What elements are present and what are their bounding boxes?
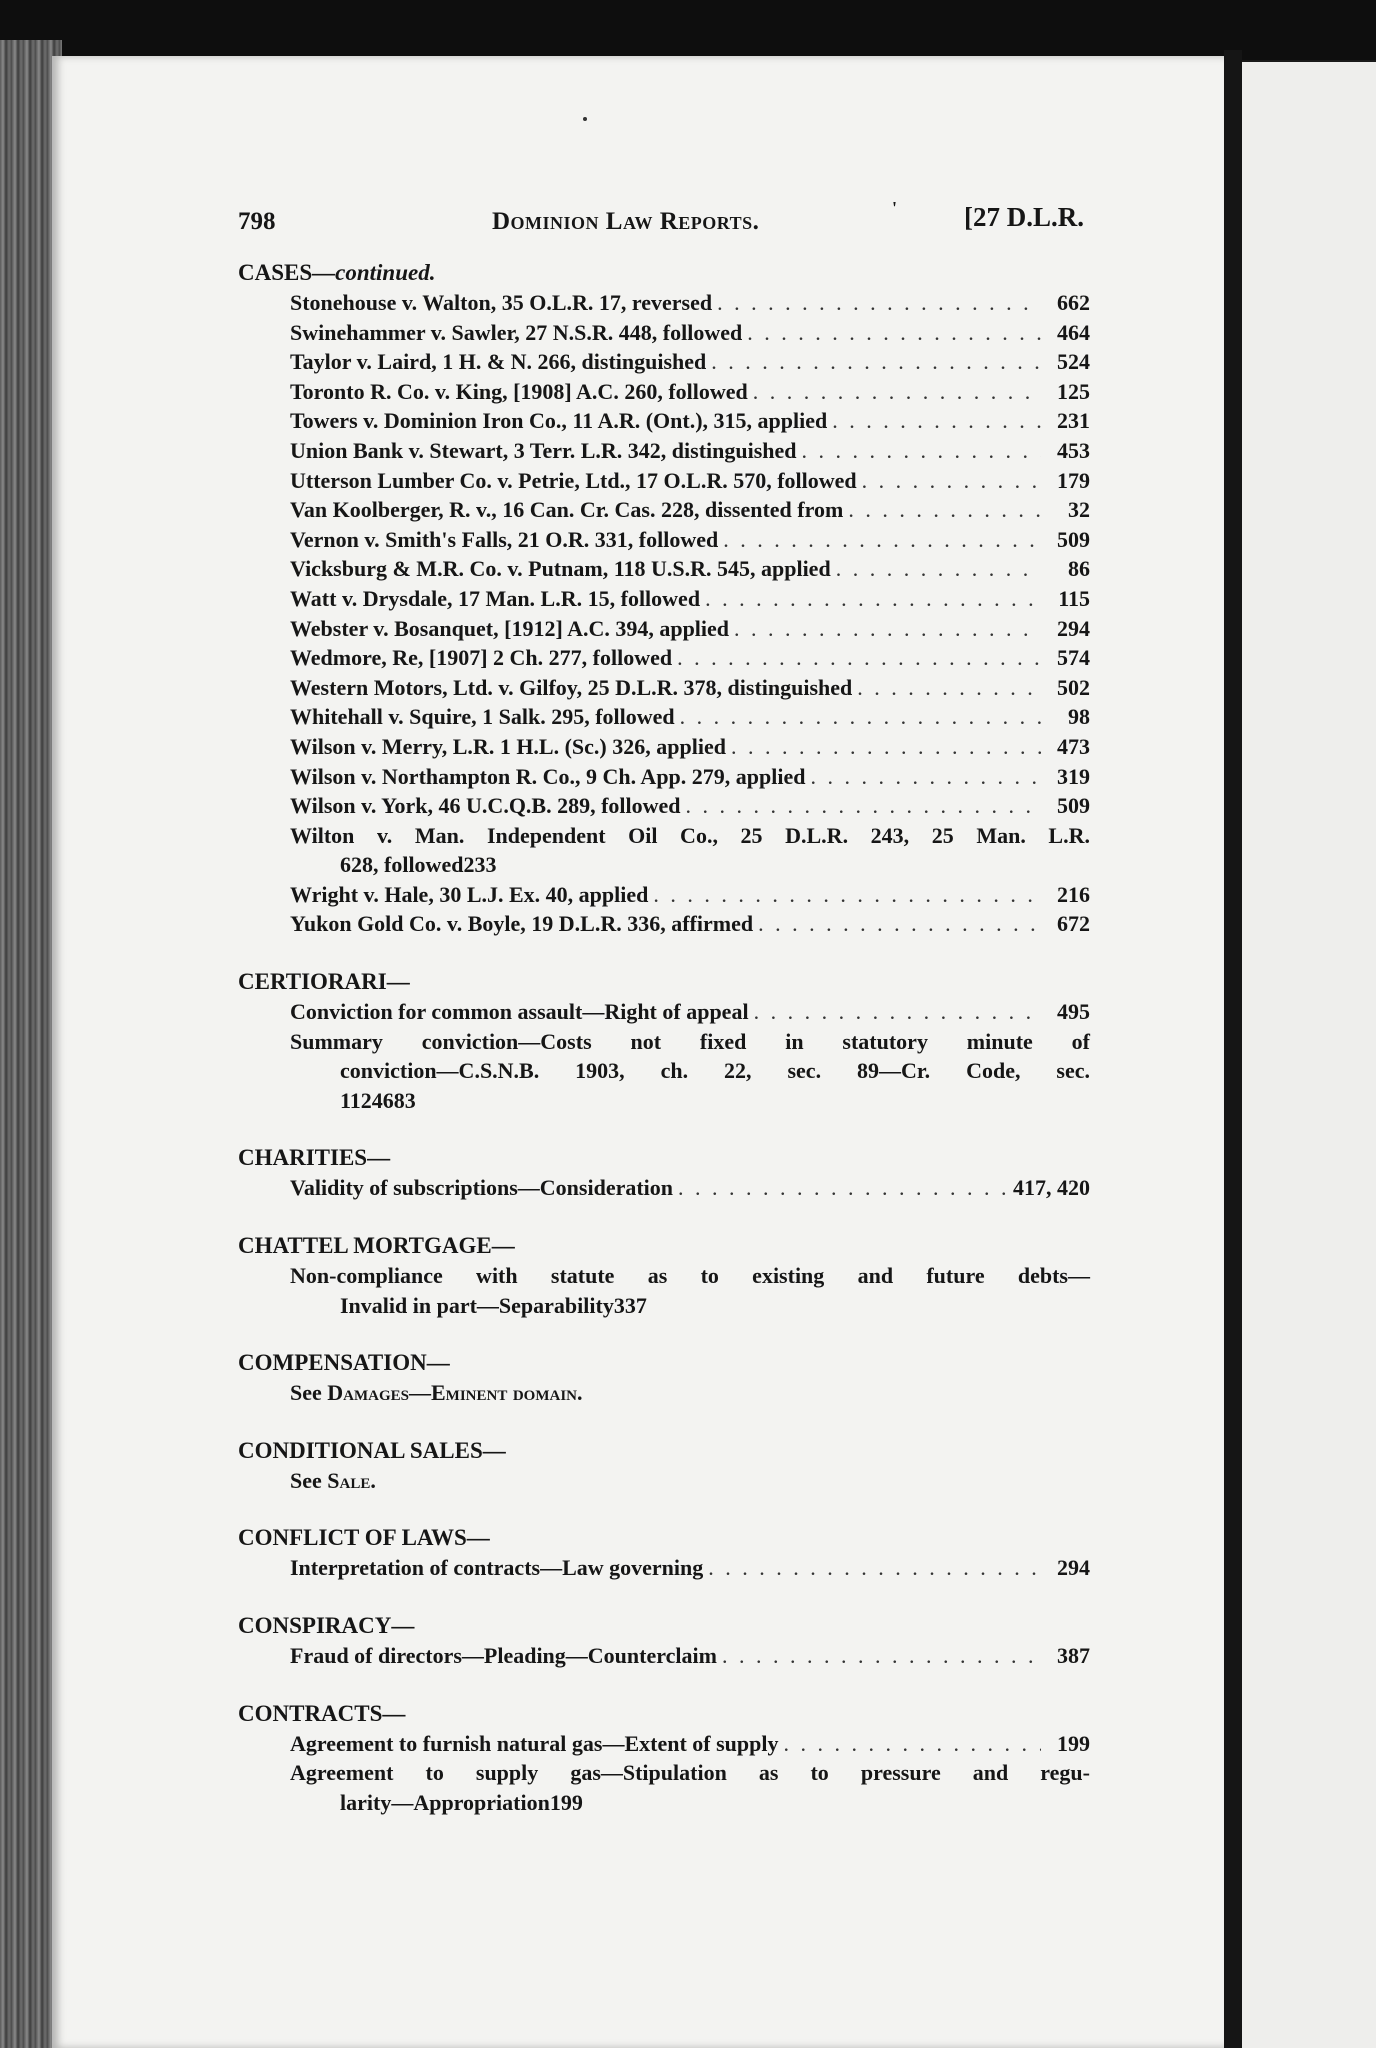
entry-page: 502 [1057,674,1090,700]
entry-text: Wilson v. Northampton R. Co., 9 Ch. App. 279, applied [290,763,806,789]
index-entry [290,762,1090,792]
entry-text-line3: 1124 [340,1087,383,1113]
entry-text: Agreement to furnish natural gas—Extent of supply [290,1730,779,1756]
index-entry [290,1729,1090,1759]
entry-page: 179 [1057,467,1090,493]
see-label: See [290,1467,322,1493]
dot-leader [832,406,1041,436]
entry-text: Yukon Gold Co. v. Boyle, 19 D.L.R. 336, affirmed [290,911,754,937]
entry-text: Webster v. Bosanquet, [1912] A.C. 394, applied [290,615,730,641]
entry-page: 509 [1057,793,1090,819]
dot-leader [678,1173,1008,1203]
entry-page: 337 [613,1292,647,1318]
index-entry [290,614,1090,644]
entry-text-line1: Summary conviction—Costs not fixed in statutory minute of [290,1028,1090,1054]
entry-page: 453 [1057,437,1090,463]
page-number: 798 [238,208,276,235]
index-entry [290,791,1090,821]
cross-reference: Sale. [327,1467,376,1493]
entry-page: 98 [1068,704,1090,730]
index-entry [290,1027,1090,1057]
dot-leader [722,1641,1041,1671]
entry-text: Western Motors, Ltd. v. Gilfoy, 25 D.L.R. 378, distinguished [290,674,853,700]
section-heading-cases: CASES—continued. [238,260,436,285]
index-entry [290,347,1090,377]
section-heading-conditional-sales: CONDITIONAL SALES— [238,1437,506,1463]
facing-page-edge [1242,62,1376,2048]
index-entry [290,732,1090,762]
index-entry [290,1553,1090,1583]
index-entry [290,495,1090,525]
entry-page: 495 [1057,999,1090,1025]
entry-text: Watt v. Drysdale, 17 Man. L.R. 15, followed [290,585,701,611]
entry-text: Conviction for common assault—Right of appeal [290,999,749,1025]
entry-page: 387 [1057,1643,1090,1668]
entry-page: 294 [1057,615,1090,641]
entry-continuation [340,1056,1090,1086]
section-heading-charities: CHARITIES— [238,1145,391,1171]
entry-text: Towers v. Dominion Iron Co., 11 A.R. (Ont.), 315, applied [290,408,828,434]
see-reference [290,1378,1090,1408]
entry-page: 509 [1057,526,1090,552]
entry-page: 417, 420 [1013,1175,1090,1201]
entry-text-line1: Wilton v. Man. Independent Oil Co., 25 D.L.R. 243, 25 Man. L.R. [290,822,1090,848]
entry-text: Taylor v. Laird, 1 H. & N. 266, distinguished [290,349,707,375]
entry-page: 231 [1057,408,1090,434]
dot-leader [758,909,1041,939]
index-entry [290,466,1090,496]
entry-page: 683 [382,1087,416,1113]
index-entry [290,318,1090,348]
print-mark: ' [892,198,898,218]
index-entry [290,584,1090,614]
index-entry [290,377,1090,407]
dot-leader [653,880,1041,910]
dot-leader [857,673,1041,703]
dot-leader [836,554,1041,584]
section-heading-contracts: CONTRACTS— [238,1700,406,1726]
dot-leader [705,584,1041,614]
dot-leader [753,377,1041,407]
entry-page: 199 [549,1789,583,1815]
dot-leader [708,1553,1041,1583]
cases-list-tail [238,880,1090,939]
entry-continuation [340,850,1090,880]
entry-text: Vernon v. Smith's Falls, 21 O.R. 331, followed [290,526,719,552]
index-entry [290,997,1090,1027]
entry-continuation [340,1788,1090,1818]
dot-leader [747,318,1041,348]
entry-page: 199 [1057,1730,1090,1756]
cross-reference: Damages—Eminent domain. [327,1380,583,1406]
entry-continuation [340,1086,1090,1116]
index-entry [290,673,1090,703]
entry-text-line2: conviction—C.S.N.B. 1903, ch. 22, sec. 89—Cr. Code, sec. [340,1058,1090,1084]
speck [583,117,587,121]
dot-leader [723,525,1041,555]
entry-page: 233 [463,852,497,878]
section-heading-conflict-of-laws: CONFLICT OF LAWS— [238,1525,490,1551]
entry-text: Utterson Lumber Co. v. Petrie, Ltd., 17 O.L.R. 570, followed [290,467,857,493]
entry-text-line2: larity—Appropriation [340,1789,550,1815]
entry-text: Whitehall v. Squire, 1 Salk. 295, followed [290,704,675,730]
see-label: See [290,1380,322,1406]
index-content [238,198,1090,1817]
cases-list [238,288,1090,821]
dot-leader [784,1729,1041,1759]
entry-text: Stonehouse v. Walton, 35 O.L.R. 17, reversed [290,290,713,315]
entry-text: Interpretation of contracts—Law governing [290,1555,704,1581]
entry-text: Fraud of directors—Pleading—Counterclaim [290,1643,717,1668]
dot-leader [731,732,1041,762]
entry-text-line2: Invalid in part—Separability [340,1292,614,1318]
scan-top-border [0,0,1376,60]
dot-leader [680,702,1041,732]
entry-page: 464 [1057,319,1090,345]
entry-text: Toronto R. Co. v. King, [1908] A.C. 260, followed [290,378,748,404]
entry-page: 32 [1068,497,1090,523]
entry-text: Van Koolberger, R. v., 16 Can. Cr. Cas. 228, dissented from [290,497,844,523]
page-gutter [1224,50,1242,2048]
dot-leader [734,614,1041,644]
see-reference [290,1466,1090,1496]
index-entry [290,1173,1090,1203]
dot-leader [717,288,1041,318]
entry-page: 473 [1057,733,1090,759]
entry-page: 115 [1058,585,1090,611]
entry-text-line1: Agreement to supply gas—Stipulation as to pressure and regu- [290,1760,1090,1786]
entry-text: Wedmore, Re, [1907] 2 Ch. 277, followed [290,645,673,671]
entry-text-line1: Non-compliance with statute as to existing and future debts— [290,1263,1090,1289]
index-entry [290,288,1090,318]
index-entry [290,436,1090,466]
entry-page: 672 [1057,911,1090,937]
index-entry [290,1261,1090,1291]
index-entry [290,1758,1090,1788]
entry-page: 86 [1068,556,1090,582]
entry-text: Wilson v. York, 46 U.C.Q.B. 289, followed [290,793,681,819]
entry-text: Wilson v. Merry, L.R. 1 H.L. (Sc.) 326, applied [290,733,726,759]
index-entry [290,554,1090,584]
entry-text-line2: 628, followed [340,852,464,878]
entry-page: 125 [1057,378,1090,404]
section-heading-compensation: COMPENSATION— [238,1350,450,1376]
entry-page: 294 [1057,1555,1090,1581]
dot-leader [711,347,1041,377]
section-heading-conspiracy: CONSPIRACY— [238,1613,415,1638]
dot-leader [686,791,1041,821]
entry-text: Vicksburg & M.R. Co. v. Putnam, 118 U.S.R. 545, applied [290,556,831,582]
index-entry [290,406,1090,436]
dot-leader [811,762,1042,792]
index-entry [290,702,1090,732]
index-entry [290,821,1090,851]
entry-page: 319 [1057,763,1090,789]
dot-leader [862,466,1041,496]
entry-text: Wright v. Hale, 30 L.J. Ex. 40, applied [290,881,649,907]
section-heading-certiorari: CERTIORARI— [238,969,410,995]
entry-text: Union Bank v. Stewart, 3 Terr. L.R. 342, distinguished [290,437,797,463]
volume-label: [27 D.L.R. [964,202,1084,232]
index-entry [290,525,1090,555]
dot-leader [677,643,1041,673]
running-header [238,198,1090,246]
dot-leader [802,436,1041,466]
publication-title: Dominion Law Reports. [492,208,760,235]
index-entry [290,880,1090,910]
entry-text: Validity of subscriptions—Consideration [290,1175,674,1201]
section-heading-chattel-mortgage: CHATTEL MORTGAGE— [238,1233,515,1259]
entry-page: 574 [1057,645,1090,671]
index-entry [290,909,1090,939]
entry-page: 216 [1057,881,1090,907]
entry-page: 524 [1057,349,1090,375]
index-entry [290,1641,1090,1671]
dot-leader [754,997,1041,1027]
entry-text: Swinehammer v. Sawler, 27 N.S.R. 448, followed [290,319,743,345]
index-entry [290,643,1090,673]
entry-continuation [340,1291,1090,1321]
entry-page: 662 [1057,290,1090,315]
dot-leader [848,495,1041,525]
